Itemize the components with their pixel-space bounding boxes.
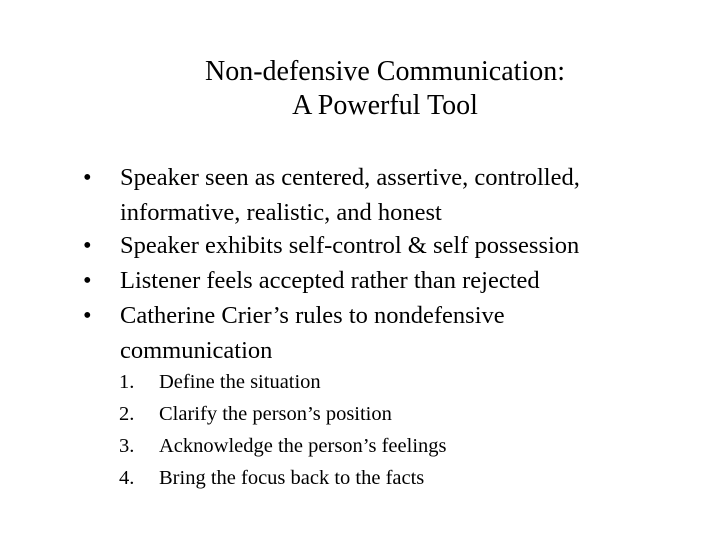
number-marker: 1. bbox=[119, 371, 135, 393]
numbered-item-text: Define the situation bbox=[159, 371, 321, 393]
bullet-text-line: informative, realistic, and honest bbox=[120, 199, 442, 226]
slide-title-line-2: A Powerful Tool bbox=[292, 90, 478, 121]
bullet-marker: • bbox=[83, 302, 92, 329]
numbered-item-text: Clarify the person’s position bbox=[159, 403, 392, 425]
bullet-text-line: Catherine Crier’s rules to nondefensive bbox=[120, 302, 505, 329]
slide-title-line-1: Non-defensive Communication: bbox=[204, 56, 566, 87]
bullet-text-line: Speaker seen as centered, assertive, controlled, bbox=[120, 164, 580, 191]
bullet-text bbox=[120, 160, 580, 230]
bullet-text bbox=[120, 228, 579, 263]
bullet-text bbox=[120, 263, 540, 298]
bullet-text-line: Speaker exhibits self-control & self possession bbox=[120, 232, 580, 259]
bullet-text-line: Listener feels accepted rather than rejected bbox=[120, 267, 540, 294]
number-marker: 2. bbox=[119, 403, 135, 425]
numbered-item-text: Bring the focus back to the facts bbox=[159, 467, 425, 489]
number-marker: 4. bbox=[119, 467, 135, 489]
bullet-marker: • bbox=[83, 267, 92, 294]
bullet-text-line: communication bbox=[120, 337, 273, 364]
bullet-text bbox=[120, 298, 505, 368]
number-marker: 3. bbox=[119, 435, 135, 457]
numbered-item-text: Acknowledge the person’s feelings bbox=[159, 435, 447, 457]
bullet-marker: • bbox=[83, 232, 92, 259]
slide-title bbox=[130, 55, 640, 123]
bullet-marker: • bbox=[83, 164, 92, 191]
